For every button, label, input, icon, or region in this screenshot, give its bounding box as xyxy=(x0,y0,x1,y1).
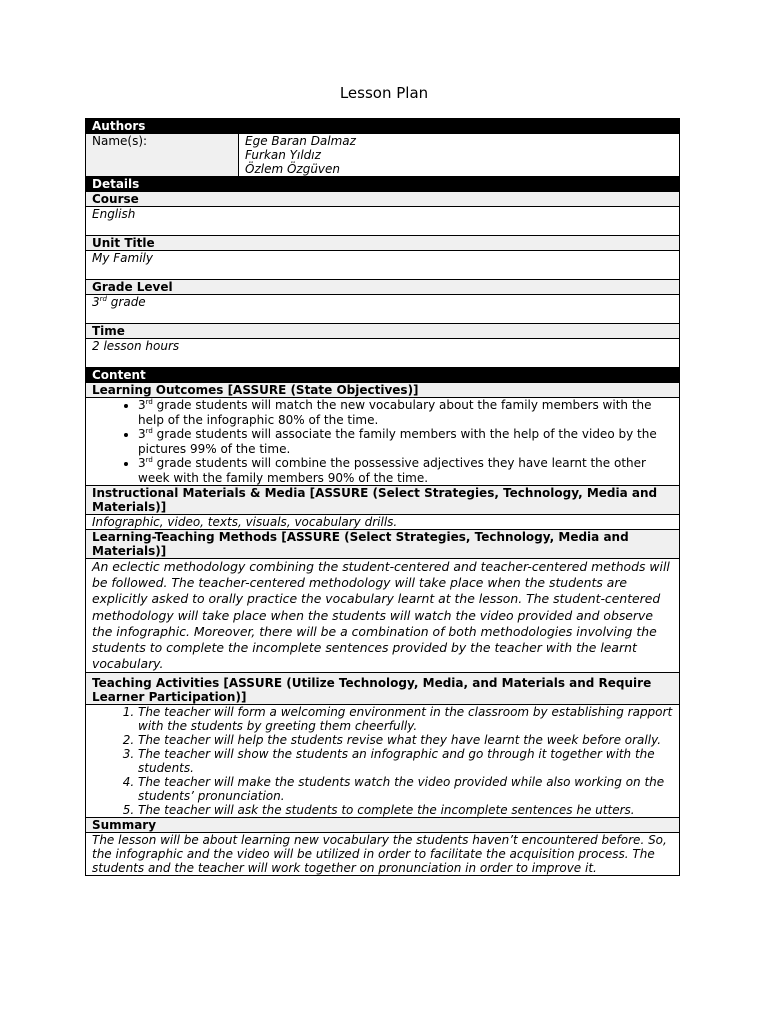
time-label: Time xyxy=(86,324,680,339)
list-item: 1. The teacher will form a welcoming environment in the classroom by establishing rapport with the students by greeting them cheerfully. xyxy=(138,705,673,733)
grade-level-label-row xyxy=(86,280,680,295)
teaching-activities-list xyxy=(92,705,673,817)
grade-level-label: Grade Level xyxy=(86,280,680,295)
methods-value-row xyxy=(86,559,680,673)
list-item: • 3rd grade students will match the new vocabulary about the family members with the help of the infographic 80% of the time. xyxy=(138,398,673,427)
learning-outcomes-label-row xyxy=(86,383,680,398)
list-item: 3. The teacher will show the students an infographic and go through it together with the students. xyxy=(138,747,673,775)
course-value: English xyxy=(86,207,680,236)
lesson-plan-table xyxy=(85,118,680,876)
authors-header: Authors xyxy=(86,119,680,134)
learning-outcomes-list xyxy=(92,398,673,485)
methods-label: Learning-Teaching Methods [ASSURE (Select Strategies, Technology, Media and Materials)] xyxy=(86,530,680,559)
teaching-activities-label: Teaching Activities [ASSURE (Utilize Technology, Media, and Materials and Require Learner Participation)] xyxy=(86,673,680,705)
author-name: Ege Baran Dalmaz xyxy=(245,134,356,148)
grade-ordinal: rd xyxy=(99,295,107,303)
course-label-row xyxy=(86,192,680,207)
time-label-row xyxy=(86,324,680,339)
list-item: 2. The teacher will help the students revise what they have learnt the week before orally. xyxy=(138,733,673,747)
list-item: 4. The teacher will make the students watch the video provided while also working on the students’ pronunciation. xyxy=(138,775,673,803)
unit-title-value-row xyxy=(86,251,680,280)
materials-value: Infographic, video, texts, visuals, vocabulary drills. xyxy=(86,515,680,530)
learning-outcomes-label: Learning Outcomes [ASSURE (State Objectives)] xyxy=(86,383,680,398)
details-header: Details xyxy=(86,177,680,192)
summary-value-row xyxy=(86,833,680,876)
authors-header-row xyxy=(86,119,680,134)
materials-value-row xyxy=(86,515,680,530)
document-title: Lesson Plan xyxy=(339,84,429,102)
summary-label-row xyxy=(86,818,680,833)
details-header-row xyxy=(86,177,680,192)
names-label: Name(s): xyxy=(86,134,239,177)
unit-title-value: My Family xyxy=(86,251,680,280)
content-header: Content xyxy=(86,368,680,383)
grade-number: 3 xyxy=(92,295,100,309)
time-value: 2 lesson hours xyxy=(86,339,680,368)
summary-value: The lesson will be about learning new vocabulary the students haven’t encountered before. So, the infographic and the video will be utilized in order to facilitate the acquisition process. The students and the teacher will work together on pronunciation in order to improve it. xyxy=(86,833,680,876)
teaching-activities-label-row xyxy=(86,673,680,705)
materials-label-row xyxy=(86,486,680,515)
content-header-row xyxy=(86,368,680,383)
grade-level-value-row xyxy=(86,295,680,324)
list-item: • 3rd grade students will combine the possessive adjectives they have learnt the other week with the family members 90% of the time. xyxy=(138,456,673,485)
course-label: Course xyxy=(86,192,680,207)
methods-value: An eclectic methodology combining the student-centered and teacher-centered methods will be followed. The teacher-centered methodology will take place when the students are explicitly asked to orally practice the vocabulary learnt at the lesson. The student-centered methodology will take place when the students will watch the video provided and observe the infographic. Moreover, there will be a combination of both methodologies involving the students to complete the incomplete sentences provided by the teacher with the learnt vocabulary. xyxy=(86,559,680,673)
time-value-row xyxy=(86,339,680,368)
grade-text: grade xyxy=(106,295,146,309)
list-item: • 3rd grade students will associate the family members with the help of the video by the pictures 99% of the time. xyxy=(138,427,673,456)
authors-row xyxy=(86,134,680,177)
author-name: Furkan Yıldız xyxy=(245,148,321,162)
course-value-row xyxy=(86,207,680,236)
grade-level-value xyxy=(86,295,680,324)
materials-label: Instructional Materials & Media [ASSURE (Select Strategies, Technology, Media and Materials)] xyxy=(86,486,680,515)
teaching-activities-row xyxy=(86,705,680,818)
summary-label: Summary xyxy=(86,818,680,833)
author-names xyxy=(239,134,680,177)
methods-label-row xyxy=(86,530,680,559)
unit-title-label-row xyxy=(86,236,680,251)
author-name: Özlem Özgüven xyxy=(245,162,341,176)
unit-title-label: Unit Title xyxy=(86,236,680,251)
list-item: 5. The teacher will ask the students to complete the incomplete sentences he utters. xyxy=(138,803,673,817)
learning-outcomes-row xyxy=(86,398,680,486)
